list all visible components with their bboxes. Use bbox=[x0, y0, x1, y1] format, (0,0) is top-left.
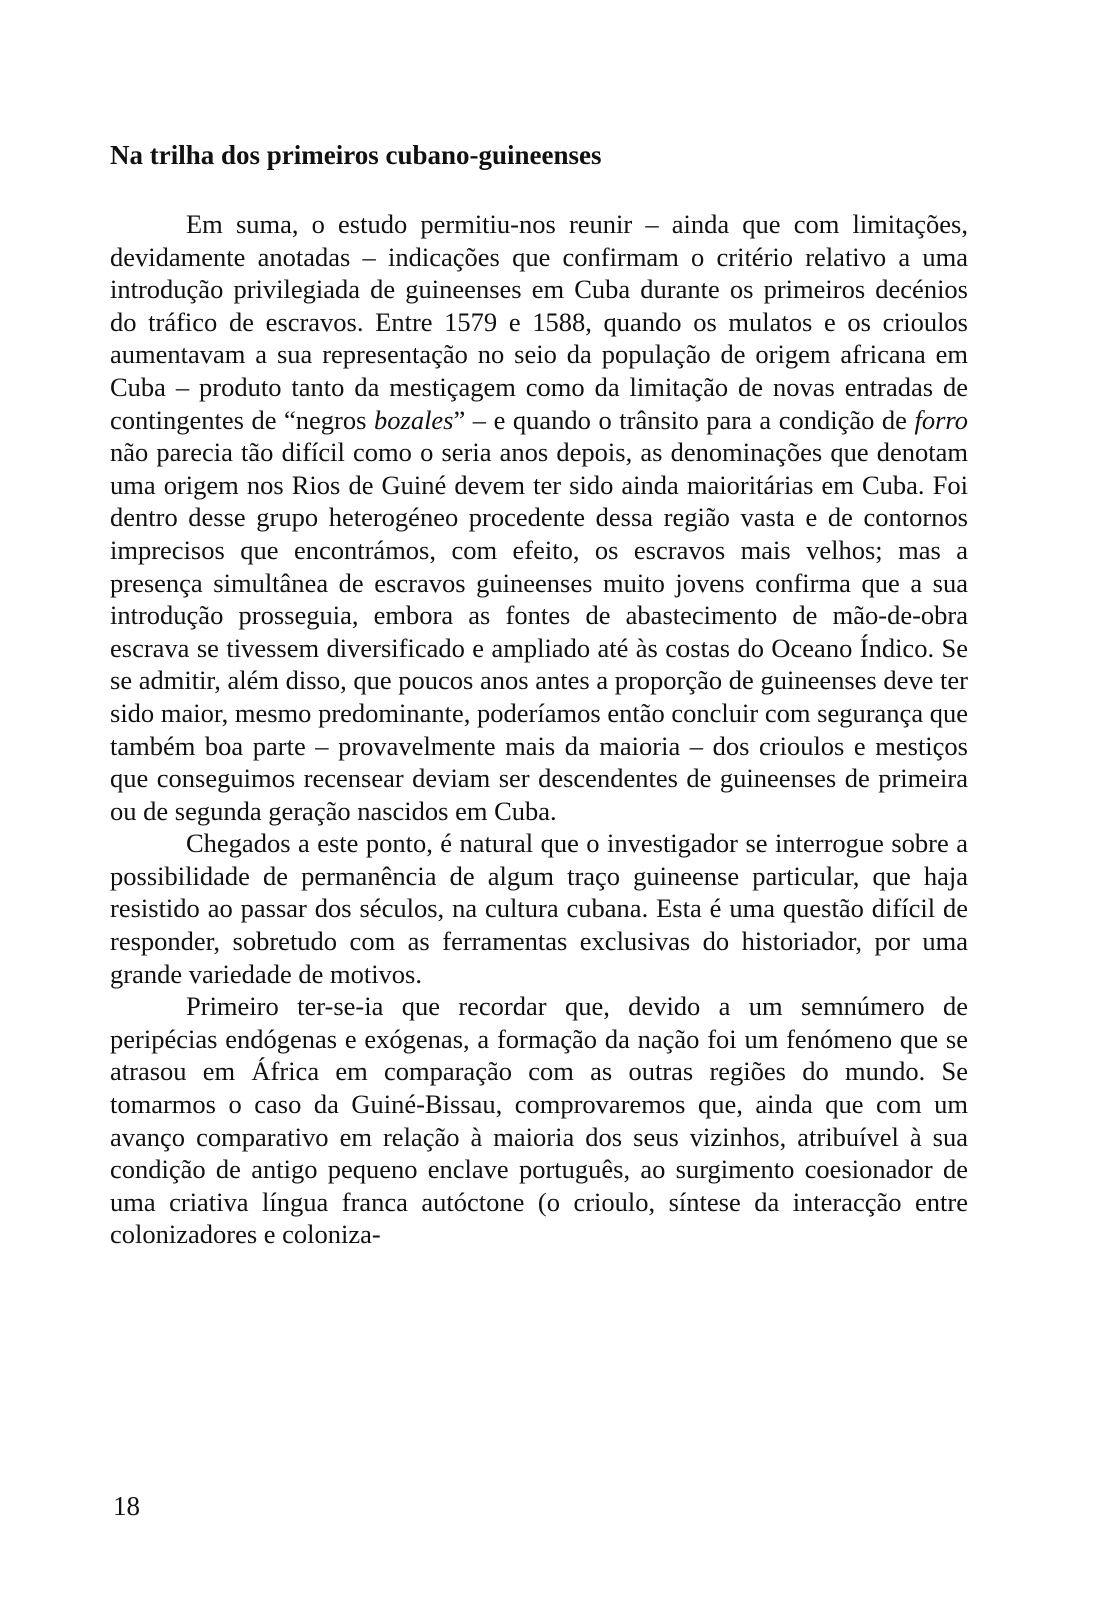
italic-term-bozales: bozales bbox=[374, 404, 454, 435]
paragraph-1 bbox=[110, 208, 968, 827]
italic-term-forro: forro bbox=[914, 404, 968, 435]
section-title: Na trilha dos primeiros cubano-guineenses bbox=[110, 140, 602, 170]
page-body bbox=[110, 138, 968, 1251]
paragraph-1-text-b: ” – e quando o trânsito para a condição de bbox=[453, 404, 915, 435]
paragraph-1-text-a: Em suma, o estudo permitiu-nos reunir – ainda que com limitações, devidamente anotadas – indicações que confirmam o critério relativo a uma introdução privilegiada de guineenses em Cuba durante os primeiros decénios do tráfico de escravos. Entre 1579 e 1588, quando os mulatos e os crioulos aumentavam a sua representação no seio da população de origem africana em Cuba – produto tanto da mestiçagem como da limitação de novas entradas de contingentes de “negros bbox=[110, 209, 968, 435]
page-number: 18 bbox=[113, 1491, 140, 1521]
paragraph-1-text-c: não parecia tão difícil como o seria anos depois, as denominações que denotam uma origem nos Rios de Guiné devem ter sido ainda maioritárias em Cuba. Foi dentro desse grupo heterogéneo procedente dessa região vasta e de contornos imprecisos que encontrámos, com efeito, os escravos mais velhos; mas a presença simultânea de escravos guineenses muito jovens confirma que a sua introdução prosseguia, embora as fontes de abastecimento de mão-de-obra escrava se tivessem diversificado e ampliado até às costas do Oceano Índico. Se se admitir, além disso, que poucos anos antes a proporção de guineenses deve ter sido maior, mesmo predominante, poderíamos então concluir com segurança que também boa parte – provavelmente mais da maioria – dos crioulos e mestiços que conseguimos recensear deviam ser descendentes de guineenses de primeira ou de segunda geração nascidos em Cuba. bbox=[110, 437, 968, 826]
paragraph-3: Primeiro ter-se-ia que recordar que, devido a um semnúmero de peripécias endógenas e exógenas, a formação da nação foi um fenómeno que se atrasou em África em comparação com as outras regiões do mundo. Se tomarmos o caso da Guiné-Bissau, comprovaremos que, ainda que com um avanço comparativo em relação à maioria dos seus vizinhos, atribuível à sua condição de antigo pequeno enclave português, ao surgimento coesionador de uma criativa língua franca autóctone (o crioulo, síntese da interacção entre colonizadores e coloniza- bbox=[110, 991, 968, 1250]
paragraph-2: Chegados a este ponto, é natural que o investigador se interrogue sobre a possibilidade de permanência de algum traço guineense particular, que haja resistido ao passar dos séculos, na cultura cubana. Esta é uma questão difícil de responder, sobretudo com as ferramentas exclusivas do historiador, por uma grande variedade de motivos. bbox=[110, 828, 968, 989]
